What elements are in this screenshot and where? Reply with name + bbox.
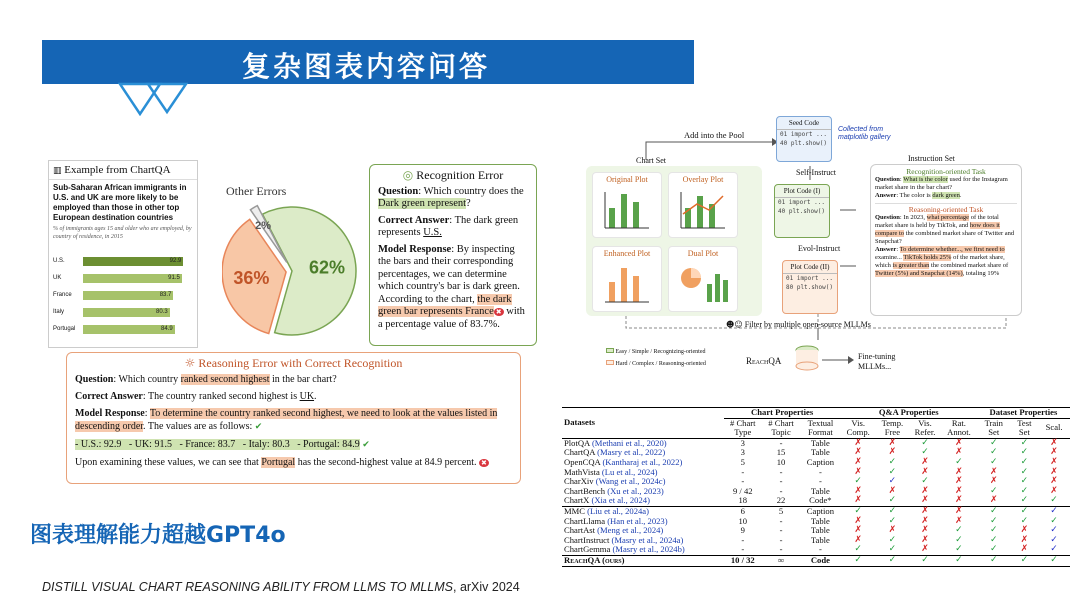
check-icon: ✓ [1020,447,1029,458]
check-icon: ✓ [1020,466,1029,477]
check-icon: ✓ [989,534,998,545]
bar-label: UK [53,275,62,281]
cross-icon: ✗ [854,485,862,496]
check-icon: ✓ [909,438,941,448]
check-icon: ✓ [1038,506,1070,516]
other-errors-label: Other Errors [226,184,287,198]
table-cell: 10 [738,515,748,526]
cross-icon: ✗ [955,485,963,496]
bar-label: Portugal [53,326,76,332]
table-cell: - [741,466,745,477]
cross-icon: ✗ [921,544,929,555]
recognition-task-question: Question: What is the color used for the Instagram market share in the bar chart? [875,176,1008,191]
table-cell: - [779,476,783,487]
cross-icon: ✗ [955,476,963,487]
check-icon: ✓ [989,485,998,496]
gallery-label: Collected from matplotlib gallery [838,126,891,141]
check-icon: ✓ [876,555,909,566]
cross-icon: ✗ [1020,525,1029,536]
column-header: Rat. Annot. [947,417,971,438]
reasoning-error-box [66,352,521,484]
table-cell: 22 [776,495,786,506]
cross-icon: ✗ [1050,447,1058,458]
lightbulb-icon: ☼ [184,356,196,370]
target-icon: ◎ [402,168,414,182]
cross-icon: ✗ [955,515,963,526]
check-icon: ✓ [989,447,998,458]
reasoning-error-header [75,357,512,370]
recognition-error-box [369,164,537,346]
group-chart-properties: Chart Properties [724,408,841,419]
table-cell: 5 [762,506,800,516]
check-icon: ✓ [989,544,998,555]
recognition-task-title: Recognition-oriented Task [906,167,986,176]
dataset-name: ChartX (Xia et al., 2024) [564,495,650,506]
check-icon: ✓ [989,525,998,536]
column-header: Textual Format [807,417,834,438]
column-header: # Chart Topic [768,417,794,438]
pie-slice-label: 62% [309,257,346,278]
cross-icon: ✗ [1050,476,1058,487]
bar-label: Italy [53,309,65,315]
bar: 91.5 [83,274,182,283]
reasoning-conclusion: Upon examining these values, we can see that Portugal has the second-highest value at 84.9 percent. ✖ [75,457,487,468]
table-cell: - [818,476,822,487]
table-cell: 18 [738,495,748,506]
table-cell: Table [810,534,830,545]
chartqa-bar-chart [49,257,199,347]
reasoning-task-answer: Answer: To determine whether..., we first need to examine... TikTok holds 25% of the market share, which is greater than the combined market share of Twitter (5%) and Snapchat (14%), totaling 19% [875,246,1009,277]
paper-citation: DISTILL VISUAL CHART REASONING ABILITY FROM LLMS TO MLLMS, arXiv 2024 [42,580,520,594]
check-icon: ✓ [977,555,1011,566]
bar-label: U.S. [53,258,65,264]
check-icon: ✓ [841,506,876,516]
recognition-answer: Correct Answer: The dark green represents U.S. [378,214,519,238]
check-icon: ✓ [888,544,897,555]
table-cell: 6 [724,506,762,516]
table-cell: Caption [800,506,840,516]
check-icon: ✓ [941,555,977,566]
wrong-icon: ✖ [495,308,502,316]
dataset-name: ChartGemma (Masry et al., 2024b) [564,544,685,555]
overlay-plot-icon [669,184,739,234]
plot-code-2-box: Plot Code (II) 01 import ... 80 plt.show() [782,260,838,314]
table-cell: - [741,476,745,487]
table-cell: Table [810,515,830,526]
self-instruct-label: Self-Instruct [796,168,836,177]
check-icon: ✓ [888,456,897,467]
dataset-name: OpenCQA (Kantharaj et al., 2022) [564,456,683,467]
section-subtitle: 图表理解能力超越GPT4o [30,523,286,548]
dataset-name: ChartInstruct (Masry et al., 2024a) [564,534,684,545]
overlay-plot-card: Overlay Plot [668,172,738,238]
table-cell: - [779,534,783,545]
check-icon: ✓ [1050,525,1058,536]
error-pie-chart [222,196,372,346]
original-plot-card: Original Plot [592,172,662,238]
check-icon: ✓ [1020,515,1029,526]
chart-set-label: Chart Set [636,156,666,165]
table-row [562,545,1070,555]
check-icon: ✓ [841,555,876,566]
check-icon: ✓ [876,506,909,516]
cross-icon: ✗ [921,456,929,467]
cross-icon: ✗ [941,438,977,448]
recognition-question: Question: Which country does the Dark green represent? [378,185,524,209]
dataset-name: ChartQA (Masry et al., 2022) [564,447,666,458]
dual-plot-icon [669,258,739,308]
column-header: Test Set [1017,417,1032,438]
legend-hard: Hard / Complex / Reasoning-oriented [606,360,706,367]
check-icon: ✓ [1011,438,1039,448]
column-header: Temp. Free [881,417,904,438]
table-cell: 9 [740,525,745,536]
check-icon: ✓ [888,534,897,545]
check-icon: ✓ [1038,555,1070,566]
recognition-error-header [378,169,528,182]
recognition-task-answer: Answer: The color is dark green. [875,192,962,199]
table-cell: 5 [740,456,745,467]
check-icon: ✓ [1011,555,1039,566]
dataset-name: MMC (Liu et al., 2024a) [562,506,724,516]
evol-instruct-label: Evol-Instruct [798,244,841,253]
table-cell: ∞ [762,555,800,566]
instruction-set-panel [870,164,1022,316]
cross-icon: ✗ [1050,466,1058,477]
cross-icon: ✗ [876,438,909,448]
recognition-error-title: Recognition Error [416,168,504,182]
check-icon: ✓ [977,506,1011,516]
table-cell: - [818,544,822,555]
table-cell: - [741,534,745,545]
check-icon: ✓ [955,544,963,555]
dataset-comparison-table [562,407,1070,567]
model-logos-icon: ☻☺ [726,320,743,329]
database-icon [792,344,822,374]
bar: 83.7 [83,291,173,300]
cross-icon: ✗ [989,466,998,477]
reasoning-response: Model Response: To determine the country ranked second highest, we need to look at the values listed in descending order. The values are as follows: ✔ [75,408,498,432]
table-cell: - [779,466,783,477]
wrong-icon: ✖ [481,459,487,467]
chartqa-card-title: Example from ChartQA [64,164,171,176]
cross-icon: ✗ [921,515,929,526]
check-icon: ✓ [1020,485,1029,496]
recognition-response: Model Response: By inspecting the bars and their corresponding percentages, we can determine which country's bar is dark green. According to the chart, the dark green bar represents France ✖ with a percentage value of 83.7%. [378,243,525,330]
enhanced-plot-card: Enhanced Plot [592,246,662,312]
cross-icon: ✗ [989,476,998,487]
add-into-pool-label: Add into the Pool [684,130,745,140]
cross-icon: ✗ [921,495,929,506]
table-cell: 10 [776,456,786,467]
reasoning-error-title: Reasoning Error with Correct Recognition [198,356,403,370]
dataset-name: ChartAst (Meng et al., 2024) [564,525,664,536]
cross-icon: ✗ [888,485,897,496]
cross-icon: ✗ [1050,456,1058,467]
seed-code-box: Seed Code 01 import ... 40 plt.show() [776,116,832,162]
table-cell: 15 [776,447,786,458]
check-icon: ✔ [254,422,263,432]
reasoning-values: - U.S.: 92.9 - UK: 91.5 - France: 83.7 - Italy: 80.3 - Portugal: 84.9 ✔ [75,439,370,450]
cross-icon: ✗ [1020,544,1029,555]
check-icon: ✓ [921,447,929,458]
dataset-name: ChartLlama (Han et al., 2023) [564,515,668,526]
cross-icon: ✗ [909,506,941,516]
check-icon: ✓ [1050,534,1058,545]
reasoning-task-title: Reasoning-oriented Task [875,203,1017,214]
table-row [562,555,1070,566]
cross-icon: ✗ [955,447,963,458]
table-cell: 9 / 42 [732,485,753,496]
check-icon: ✓ [1050,544,1058,555]
cross-icon: ✗ [854,515,862,526]
bar-label: France [53,292,72,298]
table-cell: Code [800,555,840,566]
cross-icon: ✗ [955,495,963,506]
bar-chart-icon: ▥ [53,166,62,176]
check-icon: ✓ [955,534,963,545]
table-cell: - [818,466,822,477]
check-icon: ✓ [1050,495,1058,506]
column-header: Scal. [1045,422,1063,433]
cross-icon: ✗ [854,525,862,536]
table-cell: 3 [724,438,762,448]
column-header: Vis. Refer. [914,417,936,438]
bar: 80.3 [83,308,170,317]
column-header: # Chart Type [730,417,756,438]
cross-icon: ✗ [854,495,862,506]
cross-icon: ✗ [921,466,929,477]
finetune-label: Fine-tuning MLLMs... [858,352,896,371]
table-cell: 3 [740,447,745,458]
cross-icon: ✗ [1050,485,1058,496]
cross-icon: ✗ [854,534,862,545]
chartqa-card-header [49,161,197,180]
page-title: 复杂图表内容问答 [242,50,491,83]
check-icon: ✓ [854,544,862,555]
dataset-name: PlotQA (Methani et al., 2020) [562,438,724,448]
dataset-name: CharXiv (Wang et al., 2024c) [564,476,666,487]
table-cell: - [779,485,783,496]
table-row [562,496,1070,506]
check-icon: ✓ [1020,476,1029,487]
check-icon: ✓ [977,438,1011,448]
cross-icon: ✗ [989,495,998,506]
datasets-header: Datasets [562,408,724,439]
cross-icon: ✗ [841,438,876,448]
chart-title: Sub-Saharan African immigrants in U.S. and UK are more likely to be employed than those in other top European destination countries [53,183,187,222]
check-icon: ✓ [989,515,998,526]
check-icon: ✓ [888,466,897,477]
group-qa-properties: Q&A Properties [841,408,977,419]
cross-icon: ✗ [921,485,929,496]
check-icon: ✓ [1011,506,1039,516]
column-header: Vis. Comp. [846,417,870,438]
table-cell: Table [810,525,830,536]
column-header: Train Set [984,417,1003,438]
pie-slice-label: 2% [255,219,272,232]
table-cell: - [762,438,800,448]
filter-label: ☻☺ Filter by multiple open-source MLLMs [726,320,871,329]
cross-icon: ✗ [921,534,929,545]
reachqa-pipeline-diagram [586,116,1066,386]
check-icon: ✓ [888,515,897,526]
table-cell: Caption [806,456,834,467]
table-cell: Code* [809,495,832,506]
reasoning-task-question: Question: In 2023, what percentage of the total market share is held by TikTok, and how does it compare to the combined market share of Twitter and Snapchat? [875,214,1015,245]
decorative-triangles [118,82,188,116]
cross-icon: ✗ [921,525,929,536]
table-cell: Table [810,447,830,458]
bar: 92.9 [83,257,183,266]
dataset-name: MathVista (Lu et al., 2024) [564,466,658,477]
table-cell: Table [800,438,840,448]
check-icon: ✓ [1050,515,1058,526]
reasoning-question: Question: Which country ranked second highest in the bar chart? [75,374,337,385]
dataset-name: ChartBench (Xu et al., 2023) [564,485,664,496]
reasoning-answer: Correct Answer: The country ranked second highest is UK. [75,391,317,402]
check-icon: ✓ [909,555,941,566]
cross-icon: ✗ [888,447,897,458]
enhanced-plot-icon [593,258,663,308]
table-cell: Table [810,485,830,496]
table-cell: - [779,544,783,555]
group-dataset-properties: Dataset Properties [977,408,1070,419]
check-icon: ✓ [854,476,862,487]
cross-icon: ✗ [955,466,963,477]
bar: 84.9 [83,325,175,334]
check-icon: ✓ [1020,495,1029,506]
check-icon: ✔ [362,440,370,450]
chart-subtitle: % of immigrants ages 15 and older who are employed, by country of residence, in 2015 [53,226,192,240]
check-icon: ✓ [955,525,963,536]
check-icon: ✓ [921,476,929,487]
check-icon: ✓ [955,456,963,467]
dataset-name: ReachQA (ours) [562,555,724,566]
bar-plot-icon [593,184,663,234]
pie-slice-label: 36% [233,267,270,288]
cross-icon: ✗ [854,456,862,467]
table-cell: - [779,515,783,526]
cross-icon: ✗ [1038,438,1070,448]
cross-icon: ✗ [941,506,977,516]
instruction-set-label: Instruction Set [908,154,955,163]
cross-icon: ✗ [854,466,862,477]
dual-plot-card: Dual Plot [668,246,738,312]
check-icon: ✓ [1020,456,1029,467]
chartqa-example-card [48,160,198,348]
cross-icon: ✗ [854,447,862,458]
table-cell: - [741,544,745,555]
check-icon: ✓ [888,495,897,506]
check-icon: ✓ [888,476,897,487]
table-cell: - [779,525,783,536]
cross-icon: ✗ [888,525,897,536]
plot-code-1-box: Plot Code (I) 01 import ... 40 plt.show() [774,184,830,238]
cross-icon: ✗ [1020,534,1029,545]
legend-easy: Easy / Simple / Recognizing-oriented [606,348,705,355]
check-icon: ✓ [989,456,998,467]
table-cell: 10 / 32 [724,555,762,566]
reachqa-label: ReachQA [746,356,782,366]
